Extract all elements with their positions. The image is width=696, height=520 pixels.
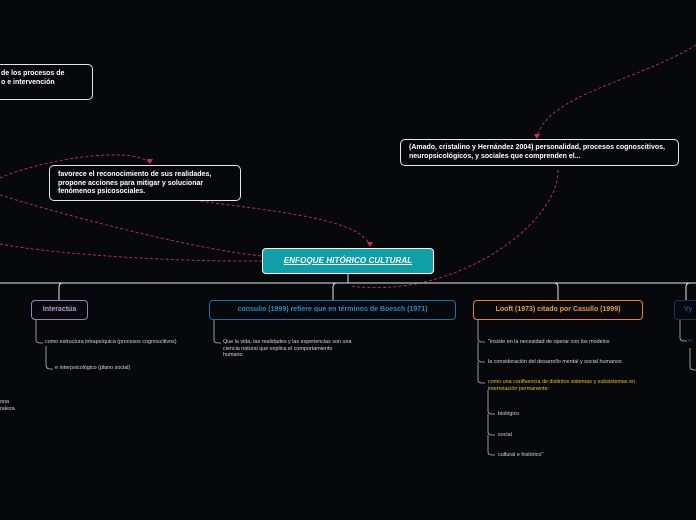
note-amado-text: (Amado, cristalino y Hernández 2004) personalidad, procesos cognoscitivos, neuropsicológicos, y sociales que comprenden el... bbox=[409, 144, 665, 160]
branch-interactua[interactable]: Interactúa bbox=[31, 300, 88, 320]
branch-consulio[interactable]: consulio (1999) refiere que en términos de Boesch (1971) bbox=[209, 300, 456, 320]
note-favorece[interactable] bbox=[49, 165, 241, 201]
note-procesos[interactable] bbox=[0, 64, 93, 100]
branch-vy[interactable]: Vy bbox=[674, 300, 696, 320]
central-topic[interactable]: ENFOQUE HITÓRICO CULTURAL bbox=[262, 248, 434, 274]
leaf-interpsicologico[interactable]: e interpsicológico (plano social) bbox=[55, 365, 131, 371]
leaf-cultural-historico[interactable]: cultural e histórico" bbox=[498, 452, 544, 458]
leaf-vy-fragment[interactable]: re bbox=[688, 338, 693, 344]
link-favorece-central bbox=[175, 197, 370, 246]
link-left-bottom bbox=[0, 244, 262, 261]
note-amado[interactable] bbox=[400, 139, 679, 166]
note-procesos-text: de los procesos de o e intervención bbox=[1, 70, 65, 86]
leaf-biologico[interactable]: biológico bbox=[498, 411, 520, 417]
leaf-confluencia[interactable]: como una confluencia de distintos sistemas y subsistemas en interrelación permanente: bbox=[488, 379, 636, 392]
leaf-social[interactable]: social bbox=[498, 432, 512, 438]
leaf-insiste[interactable]: "insiste en la necesidad de operar con los modelos bbox=[488, 339, 610, 345]
left-fragment-text[interactable]: ona raleza bbox=[0, 399, 15, 412]
note-favorece-text: favorece el reconocimiento de sus realidades, propone acciones para mitigar y solucionar fenómenos psicosociales. bbox=[58, 171, 212, 195]
leaf-intrapsiquica[interactable]: como estructura intrapsíquica (procesos cognoscitivos) bbox=[45, 339, 177, 345]
link-top-amado bbox=[537, 45, 696, 138]
branch-looft[interactable]: Looft (1973) citado por Casullo (1999) bbox=[473, 300, 643, 320]
leaf-consideracion[interactable]: la consideración del desarrollo mental y social humanos bbox=[488, 359, 622, 365]
leaf-vida-realidades[interactable]: Que la vida, las realidades y las experiencias son una ciencia natural que explica el comportamiento humano. bbox=[223, 339, 352, 359]
